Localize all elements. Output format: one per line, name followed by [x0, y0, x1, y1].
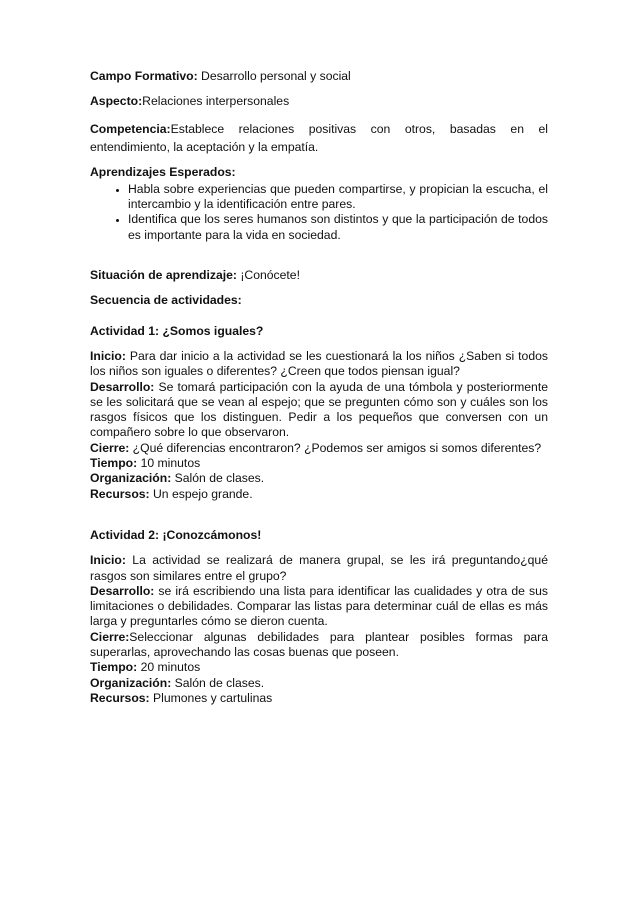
situacion-aprendizaje: [90, 268, 548, 283]
cierre-label: Cierre:: [90, 629, 130, 644]
desarrollo-label: Desarrollo:: [90, 379, 155, 394]
recursos-text: Plumones y cartulinas: [149, 690, 273, 705]
aprendizajes-label: Aprendizajes Esperados:: [90, 164, 236, 179]
recursos-label: Recursos:: [90, 486, 150, 501]
actividad1-body: [90, 349, 548, 502]
inicio-text: Para dar inicio a la actividad se les cuestionará la los niños ¿Saben si todos los niños son iguales o diferentes? ¿Creen que todos piensan igual?: [90, 348, 548, 379]
actividad2-cierre: [90, 630, 548, 661]
situacion-value: ¡Conócete!: [236, 268, 300, 283]
organizacion-label: Organización:: [90, 471, 172, 486]
competencia-label: Competencia:: [90, 121, 171, 136]
tiempo-label: Tiempo:: [90, 660, 138, 675]
situacion-label: Situación de aprendizaje:: [90, 268, 237, 283]
competencia-value: Establece relaciones positivas con otros, basadas en el entendimiento, la aceptación y la empatía.: [90, 121, 548, 154]
campo-value: Desarrollo personal y social: [197, 69, 351, 83]
aprendizajes-list: [90, 182, 548, 243]
actividad1-title: [90, 324, 548, 339]
aspecto: [90, 94, 548, 109]
actividad1-title-text: Actividad 1: ¿Somos iguales?: [90, 323, 264, 338]
recursos-text: Un espejo grande.: [149, 486, 253, 501]
organizacion-text: Salón de clases.: [171, 675, 265, 690]
actividad1-cierre: [90, 441, 548, 456]
aprendizajes-heading: [90, 165, 548, 180]
actividad2-organizacion: [90, 676, 548, 691]
actividad2-title-text: Actividad 2: ¡Conozcámonos!: [90, 527, 262, 542]
actividad1-inicio: [90, 349, 548, 380]
recursos-label: Recursos:: [90, 690, 150, 705]
actividad2-recursos: [90, 691, 548, 706]
cierre-text: Seleccionar algunas debilidades para plantear posibles formas para superarlas, aprovechando las cosas buenas que poseen.: [90, 629, 548, 660]
desarrollo-text: se irá escribiendo una lista para identificar las cualidades y otra de sus limitaciones o debilidades. Comparar las listas para determinar cuál de ellas es más larga y preguntarles cómo se dieron cuenta.: [90, 583, 548, 629]
desarrollo-text: Se tomará participación con la ayuda de una tómbola y posteriormente se les solicitará que se vean al espejo; que se pregunten cómo son y cuáles son los rasgos físicos que los distinguen. Pedir a los pequeños que conversen con un compañero sobre lo que observaron.: [90, 379, 548, 440]
tiempo-text: 20 minutos: [137, 660, 201, 675]
list-item: • Identifica que los seres humanos son distintos y que la participación de todos es importante para la vida en sociedad.: [128, 212, 548, 243]
actividad2-body: [90, 553, 548, 706]
tiempo-text: 10 minutos: [137, 456, 201, 471]
campo-formativo: [90, 69, 548, 84]
actividad1-tiempo: [90, 456, 548, 471]
campo-label: Campo Formativo:: [90, 69, 198, 83]
organizacion-text: Salón de clases.: [171, 471, 265, 486]
cierre-text: ¿Qué diferencias encontraron? ¿Podemos ser amigos si somos diferentes?: [129, 440, 542, 455]
actividad1-desarrollo: [90, 380, 548, 441]
secuencia-label: Secuencia de actividades:: [90, 293, 242, 308]
tiempo-label: Tiempo:: [90, 456, 138, 471]
cierre-label: Cierre:: [90, 440, 130, 455]
actividad2-desarrollo: [90, 584, 548, 630]
actividad2-title: [90, 528, 548, 543]
aspecto-label: Aspecto:: [90, 94, 143, 109]
organizacion-label: Organización:: [90, 675, 172, 690]
inicio-label: Inicio:: [90, 553, 126, 568]
secuencia-heading: [90, 293, 548, 308]
actividad2-tiempo: [90, 660, 548, 675]
document-page: [90, 0, 548, 706]
desarrollo-label: Desarrollo:: [90, 583, 155, 598]
inicio-label: Inicio:: [90, 348, 126, 363]
actividad1-organizacion: [90, 471, 548, 486]
actividad2-inicio: [90, 553, 548, 584]
list-item: • Habla sobre experiencias que pueden compartirse, y propician la escucha, el intercambio y la identificación entre pares.: [128, 182, 548, 213]
inicio-text: La actividad se realizará de manera grupal, se les irá preguntando¿qué rasgos son similares entre el grupo?: [90, 553, 548, 583]
competencia: [90, 120, 548, 156]
actividad1-recursos: [90, 487, 548, 502]
aspecto-value: Relaciones interpersonales: [142, 94, 290, 109]
